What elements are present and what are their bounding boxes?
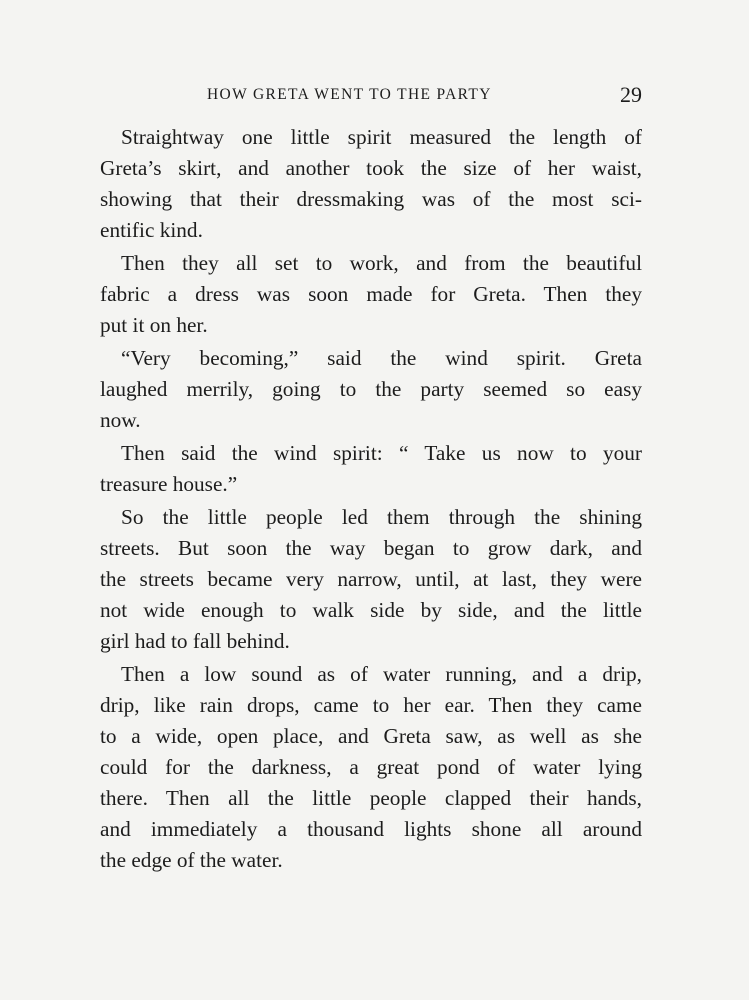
text-line: Greta’s skirt, and another took the size of her waist, bbox=[100, 156, 642, 180]
body-text bbox=[100, 122, 642, 876]
text-line: there. Then all the little people clapped their hands, bbox=[100, 786, 642, 810]
text-line: drip, like rain drops, came to her ear. Then they came bbox=[100, 693, 642, 717]
text-line: Then they all set to work, and from the beautiful bbox=[121, 251, 642, 275]
paragraph bbox=[100, 122, 642, 246]
paragraph bbox=[100, 659, 642, 876]
text-line: fabric a dress was soon made for Greta. Then they bbox=[100, 282, 642, 306]
text-line: Then said the wind spirit: “ Take us now to your bbox=[121, 441, 642, 465]
text-line: now. bbox=[100, 408, 141, 432]
paragraph bbox=[100, 438, 642, 500]
paragraph bbox=[100, 248, 642, 341]
running-head bbox=[100, 84, 642, 108]
text-line: the edge of the water. bbox=[100, 848, 283, 872]
paragraph bbox=[100, 502, 642, 657]
text-line: put it on her. bbox=[100, 313, 208, 337]
text-line: showing that their dressmaking was of the most sci- bbox=[100, 187, 642, 211]
text-line: could for the darkness, a great pond of water lying bbox=[100, 755, 642, 779]
text-line: laughed merrily, going to the party seemed so easy bbox=[100, 377, 642, 401]
text-line: the streets became very narrow, until, at last, they were bbox=[100, 567, 642, 591]
text-line: So the little people led them through the shining bbox=[121, 505, 642, 529]
text-line: Straightway one little spirit measured the length of bbox=[121, 125, 642, 149]
paragraph bbox=[100, 343, 642, 436]
text-line: and immediately a thousand lights shone all around bbox=[100, 817, 642, 841]
text-line: to a wide, open place, and Greta saw, as well as she bbox=[100, 724, 642, 748]
text-line: not wide enough to walk side by side, and the little bbox=[100, 598, 642, 622]
running-title: HOW GRETA WENT TO THE PARTY bbox=[207, 86, 492, 103]
text-line: Then a low sound as of water running, and a drip, bbox=[121, 662, 642, 686]
text-line: “Very becoming,” said the wind spirit. Greta bbox=[121, 346, 642, 370]
text-line: girl had to fall behind. bbox=[100, 629, 290, 653]
text-line: entific kind. bbox=[100, 218, 203, 242]
page-number: 29 bbox=[620, 82, 642, 107]
text-line: treasure house.” bbox=[100, 472, 238, 496]
text-line: streets. But soon the way began to grow dark, and bbox=[100, 536, 642, 560]
